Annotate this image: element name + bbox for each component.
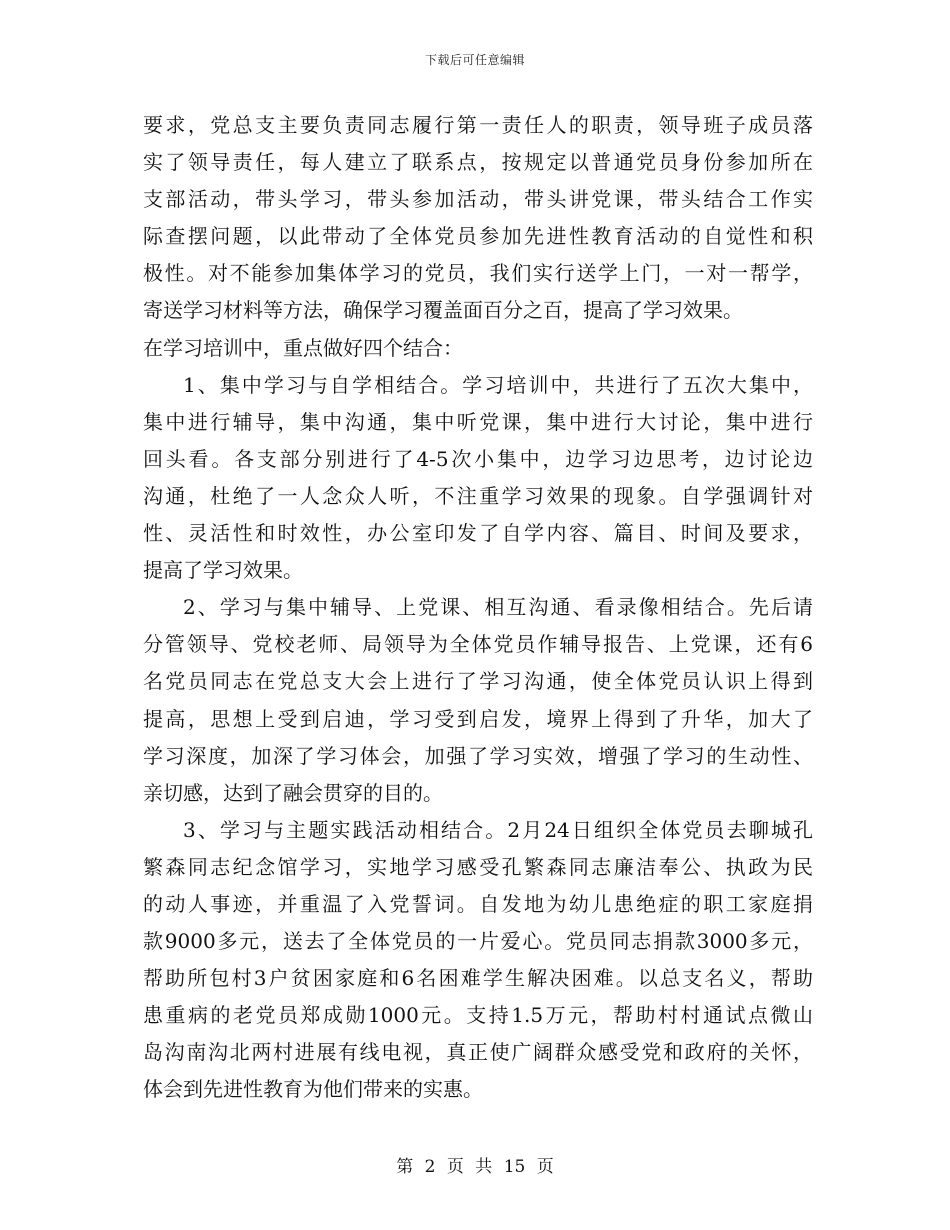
text-line: 性、灵活性和时效性，办公室印发了自学内容、篇目、时间及要求，	[143, 521, 813, 546]
text-line: 款9000多元，送去了全体党员的一片爱心。党员同志捐款3000多元，	[143, 929, 813, 954]
header-note: 下载后可任意编辑	[424, 53, 525, 67]
text-line: 体会到先进性教育为他们带来的实惠。	[143, 1077, 483, 1102]
text-line: 1、集中学习与自学相结合。学习培训中，共进行了五次大集中，	[183, 372, 813, 397]
text-line: 要求，党总支主要负责同志履行第一责任人的职责，领导班子成员落	[143, 113, 813, 137]
page-number-footer: 第 2 页 共 15 页	[396, 1157, 554, 1177]
text-line: 繁森同志纪念馆学习，实地学习感受孔繁森同志廉洁奉公、执政为民	[143, 854, 813, 879]
paragraph	[143, 812, 813, 1109]
text-line: 患重病的老党员郑成勋1000元。支持1.5万元，帮助村村通试点微山	[143, 1003, 813, 1028]
text-line: 沟通，杜绝了一人念众人听，不注重学习效果的现象。自学强调针对	[143, 483, 813, 508]
text-line: 支部活动，带头学习，带头参加活动，带头讲党课，带头结合工作实	[143, 187, 813, 212]
text-line: 际查摆问题，以此带动了全体党员参加先进性教育活动的自觉性和积	[143, 224, 813, 249]
text-line: 帮助所包村3户贫困家庭和6名困难学生解决困难。以总支名义，帮助	[143, 966, 813, 991]
text-line: 提高，思想上受到启迪，学习受到启发，境界上得到了升华，加大了	[143, 706, 813, 731]
text-line: 在学习培训中，重点做好四个结合：	[143, 335, 463, 360]
text-line: 2、学习与集中辅导、上党课、相互沟通、看录像相结合。先后请	[183, 595, 813, 620]
text-line: 回头看。各支部分别进行了4-5次小集中，边学习边思考，边讨论边	[143, 446, 813, 471]
text-line: 的动人事迹，并重温了入党誓词。自发地为幼儿患绝症的职工家庭捐	[143, 891, 813, 916]
text-line: 3、学习与主题实践活动相结合。2月24日组织全体党员去聊城孔	[183, 817, 813, 842]
text-line: 寄送学习材料等方法，确保学习覆盖面百分之百，提高了学习效果。	[143, 298, 743, 323]
text-line: 分管领导、党校老师、局领导为全体党员作辅导报告、上党课，还有6	[143, 632, 813, 657]
paragraph	[143, 107, 813, 330]
text-line: 名党员同志在党总支大会上进行了学习沟通，使全体党员认识上得到	[143, 669, 813, 694]
text-line: 极性。对不能参加集体学习的党员，我们实行送学上门，一对一帮学，	[143, 261, 813, 286]
paragraph	[143, 330, 813, 367]
text-line: 学习深度，加深了学习体会，加强了学习实效，增强了学习的生动性、	[143, 743, 813, 768]
text-line: 岛沟南沟北两村进展有线电视，真正使广阔群众感受党和政府的关怀，	[143, 1040, 813, 1065]
paragraph	[143, 367, 813, 590]
text-line: 亲切感，达到了融会贯穿的目的。	[143, 780, 443, 805]
text-line: 集中进行辅导，集中沟通，集中听党课，集中进行大讨论，集中进行	[143, 409, 813, 434]
paragraph	[143, 589, 813, 812]
document-body	[143, 107, 813, 1109]
text-line: 提高了学习效果。	[143, 558, 303, 583]
text-line: 实了领导责任，每人建立了联系点，按规定以普通党员身份参加所在	[143, 150, 813, 175]
